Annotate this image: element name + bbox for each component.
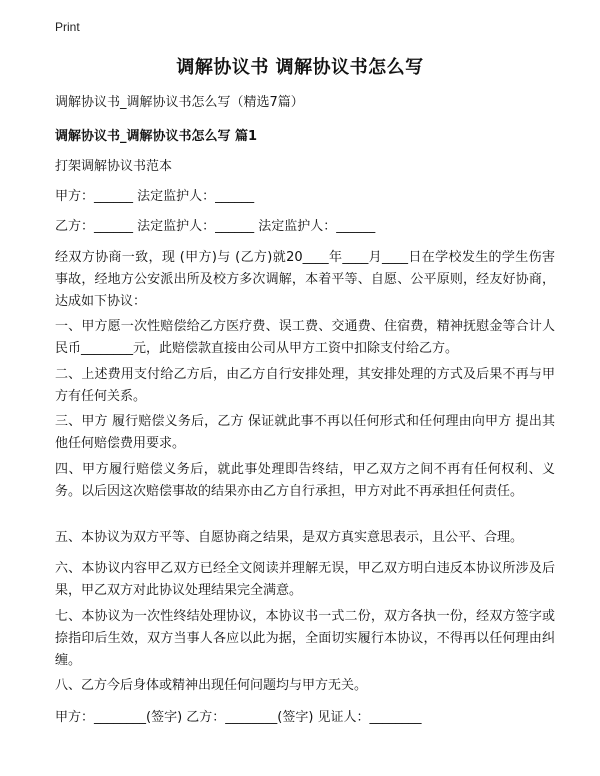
signature-line: 甲方：________(签字) 乙方：________(签字) 见证人：________ — [55, 710, 422, 725]
intro-paragraph: 经双方协商一致，现 (甲方)与 (乙方)就20____年____月____日在学校发生的学生伤害事故，经地方公安派出所及校方多次调解，本着平等、自愿、公平原则，经友好协商，达成如下协议： — [55, 250, 555, 309]
clause-8: 八、乙方今后身体或精神出现任何问题均与甲方无关。 — [55, 678, 368, 693]
sample-title: 打架调解协议书范本 — [55, 159, 173, 174]
clause-3: 三、甲方 履行赔偿义务后，乙方 保证就此事不再以任何形式和任何理由向甲方 提出其他任何赔偿费用要求。 — [55, 414, 555, 451]
section-heading: 调解协议书_调解协议书怎么写 篇1 — [55, 129, 258, 144]
party-b-line: 乙方：______ 法定监护人：______ 法定监护人：______ — [55, 219, 376, 234]
document-title: 调解协议书 调解协议书怎么写 — [176, 57, 424, 78]
clause-4: 四、甲方履行赔偿义务后，就此事处理即告终结，甲乙双方之间不再有任何权利、义务。以后因这次赔偿事故的结果亦由乙方自行承担，甲方对此不再承担任何责任。 — [55, 462, 555, 499]
print-label[interactable]: Print — [55, 20, 80, 34]
clause-6: 六、本协议内容甲乙双方已经全文阅读并理解无误，甲乙双方明白违反本协议所涉及后果，甲乙双方对此协议处理结果完全满意。 — [55, 561, 555, 598]
clause-2: 二、上述费用支付给乙方后，由乙方自行安排处理，其安排处理的方式及后果不再与甲方有任何关系。 — [55, 367, 555, 404]
clause-7: 七、本协议为一次性终结处理协议，本协议书一式二份，双方各执一份，经双方签字或捺指印后生效，双方当事人各应以此为据，全面切实履行本协议，不得再以任何理由纠缠。 — [55, 609, 555, 668]
clause-1: 一、甲方愿一次性赔偿给乙方医疗费、误工费、交通费、住宿费，精神抚慰金等合计人民币________元，此赔偿款直接由公司从甲方工资中扣除支付给乙方。 — [55, 319, 555, 356]
subtitle: 调解协议书_调解协议书怎么写（精选7篇） — [55, 95, 304, 110]
clause-5: 五、本协议为双方平等、自愿协商之结果，是双方真实意思表示，且公平、合理。 — [55, 530, 524, 545]
party-a-line: 甲方：______ 法定监护人：______ — [55, 189, 255, 204]
